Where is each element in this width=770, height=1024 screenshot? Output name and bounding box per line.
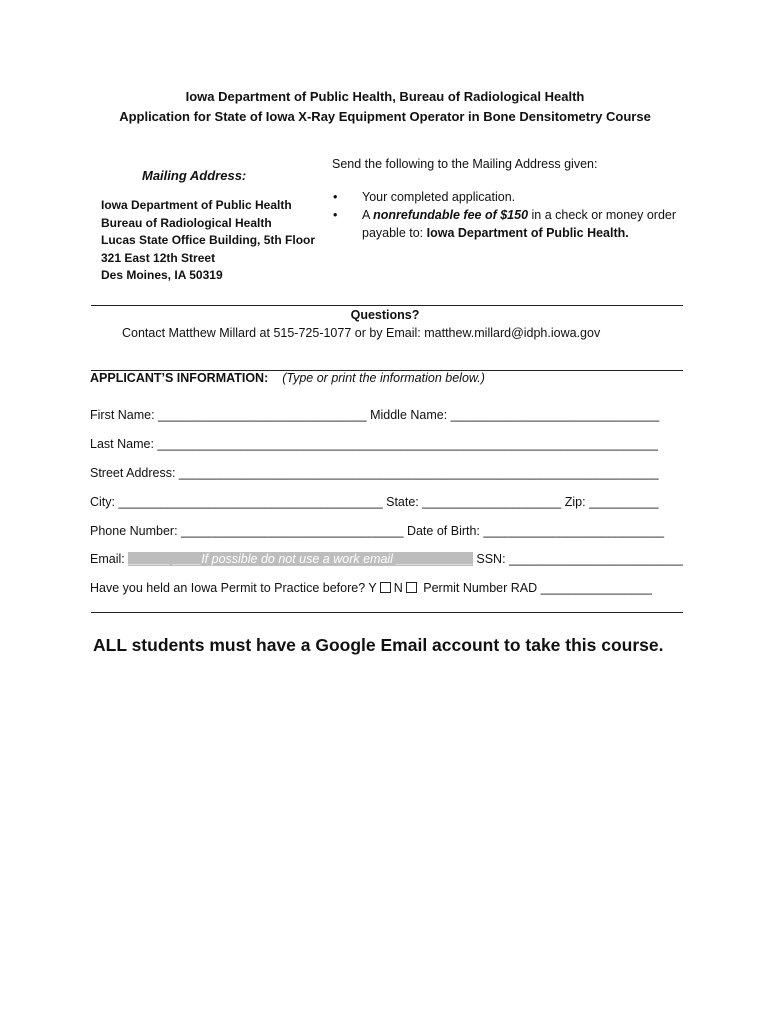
address-line: Des Moines, IA 50319 — [101, 268, 223, 282]
permit-question: Have you held an Iowa Permit to Practice before? Y — [90, 581, 377, 595]
street-address-field[interactable]: Street Address: _____________________________________________________________________ — [90, 466, 659, 480]
contact-info: Contact Matthew Millard at 515-725-1077 or by Email: matthew.millard@idph.iowa.gov — [122, 326, 601, 340]
section-divider — [91, 305, 683, 306]
form-title-line-1: Iowa Department of Public Health, Bureau of Radiological Health — [185, 89, 585, 104]
email-input[interactable]: ______ ____If possible do not use a work email ___________ — [128, 552, 473, 566]
questions-heading: Questions? — [350, 308, 420, 322]
form-title-line-2: Application for State of Iowa X-Ray Equipment Operator in Bone Densitometry Course — [119, 109, 651, 124]
email-ssn-row — [90, 552, 683, 566]
applicant-info-note: (Type or print the information below.) — [282, 371, 485, 385]
permit-no-label: N — [393, 581, 403, 595]
address-line: 321 East 12th Street — [101, 250, 216, 265]
bullet-icon: • — [333, 208, 338, 222]
city-state-zip-field[interactable]: City: ______________________________________ State: ____________________ Zip: __________ — [90, 495, 659, 509]
address-line: Iowa Department of Public Health — [101, 198, 292, 212]
permit-number-field[interactable]: Permit Number RAD ________________ — [419, 581, 652, 595]
bullet-icon: • — [333, 190, 338, 204]
send-instructions-intro: Send the following to the Mailing Address given: — [332, 157, 598, 171]
ssn-field[interactable]: SSN: _________________________ — [472, 552, 683, 566]
fee-payee: Iowa Department of Public Health. — [426, 226, 629, 240]
send-item-application — [333, 188, 693, 206]
applicant-info-label: APPLICANT’S INFORMATION: — [90, 371, 269, 385]
permit-row — [90, 581, 652, 595]
mailing-address-heading: Mailing Address: — [142, 168, 247, 183]
fee-text-post: in a check or money order payable to: — [362, 208, 677, 240]
first-middle-name-field[interactable]: First Name: ______________________________ Middle Name: ______________________________ — [90, 408, 660, 422]
fee-text-pre: A — [362, 208, 374, 222]
email-label: Email: — [90, 552, 129, 566]
send-item-text: Your completed application. — [362, 190, 516, 204]
send-items-list — [333, 188, 693, 242]
google-email-notice: ALL students must have a Google Email account to take this course. — [93, 635, 664, 655]
fee-amount: nonrefundable fee of $150 — [373, 208, 529, 222]
last-name-field[interactable]: Last Name: ________________________________________________________________________ — [90, 437, 658, 451]
mailing-address-block — [101, 197, 315, 285]
section-divider — [91, 612, 683, 613]
applicant-section-header — [90, 371, 485, 385]
phone-dob-field[interactable]: Phone Number: ________________________________ Date of Birth: __________________________ — [90, 524, 665, 538]
send-item-fee — [333, 206, 693, 242]
permit-no-checkbox[interactable] — [406, 582, 417, 593]
address-line: Bureau of Radiological Health — [101, 215, 272, 230]
permit-yes-checkbox[interactable] — [380, 582, 391, 593]
address-line: Lucas State Office Building, 5th Floor — [101, 233, 316, 247]
